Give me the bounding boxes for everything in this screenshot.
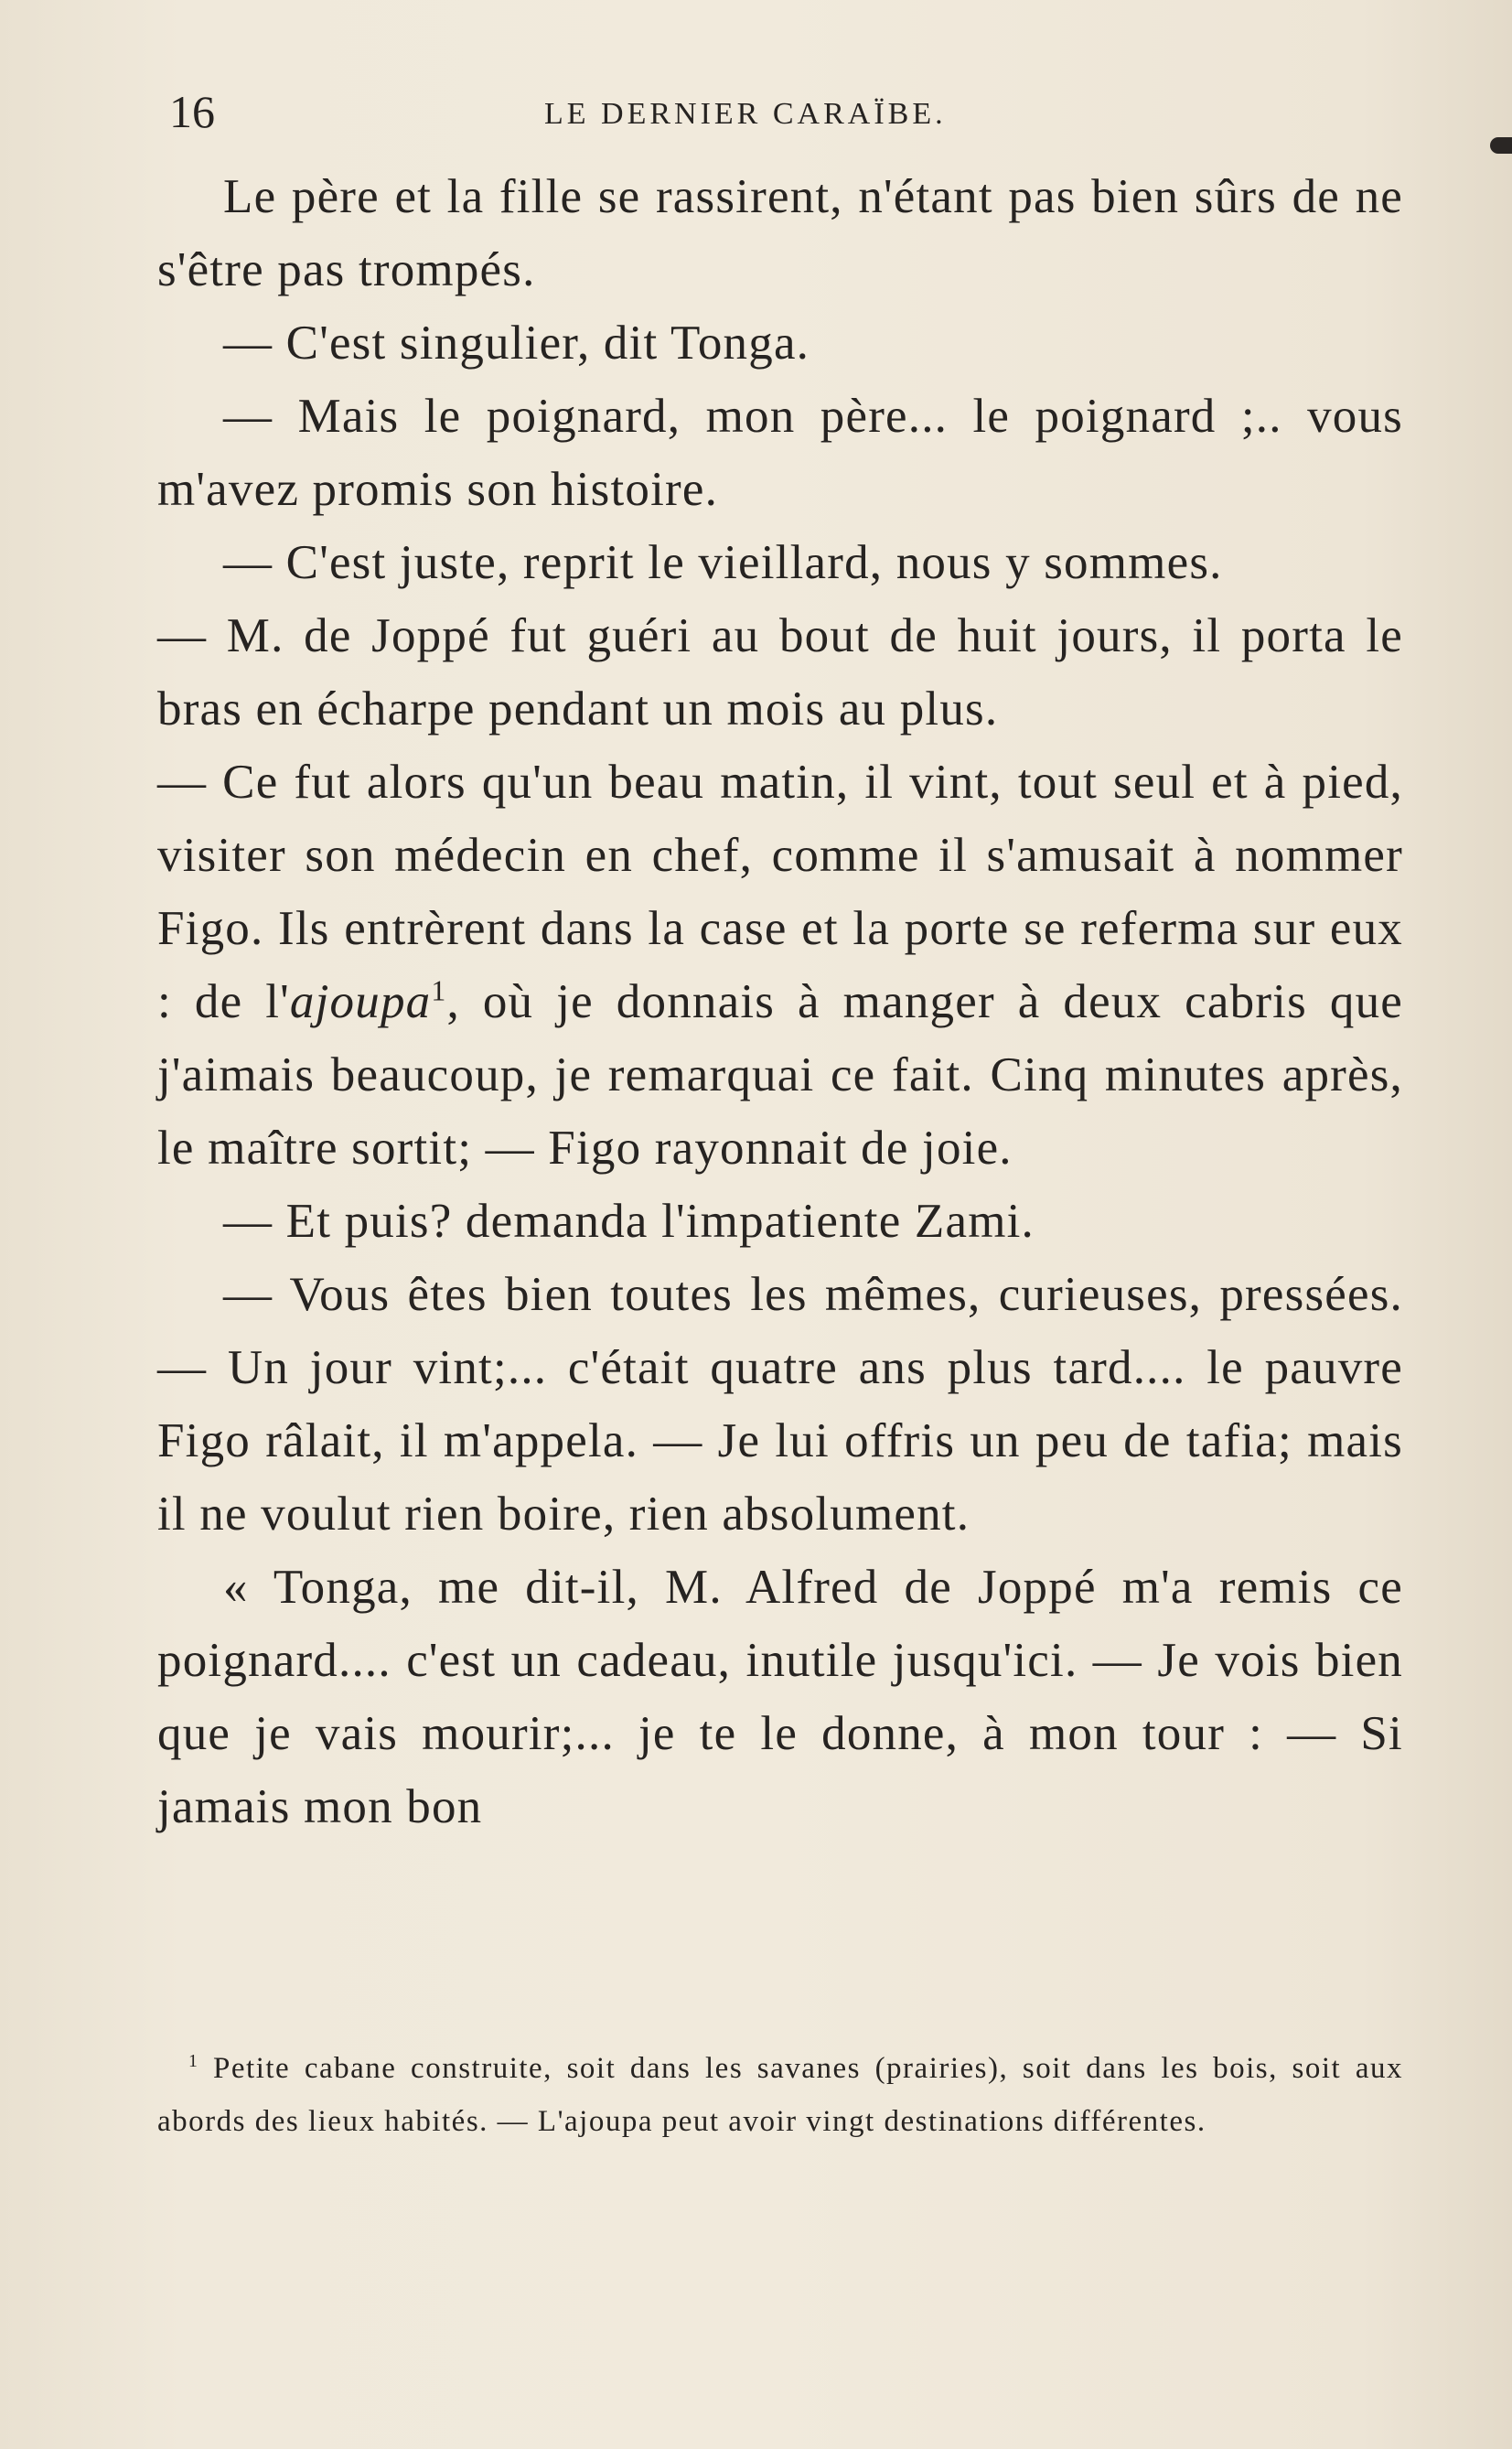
- paragraph: [157, 746, 1403, 1185]
- paragraph: — C'est juste, reprit le vieillard, nous y sommes.: [223, 536, 1223, 589]
- page-header: [169, 84, 1395, 139]
- footnote-marker: 1: [188, 2051, 199, 2071]
- main-text: [157, 160, 1403, 1843]
- italic-term: ajoupa: [289, 975, 432, 1028]
- footnote-reference: 1: [431, 974, 447, 1007]
- footnote-text: Petite cabane construite, soit dans les savanes (prairies), soit dans les bois, soit aux abords des lieux habités. — L'ajoupa peut avoir vingt destinations différentes.: [157, 2052, 1403, 2138]
- paragraph: — Vous êtes bien toutes les mêmes, curieuses, pressées. — Un jour vint;... c'était quatre ans plus tard.... le pauvre Figo râlait, il m'appela. — Je lui offris un peu de tafia; mais il ne voulut rien boire, rien absolument.: [157, 1268, 1403, 1541]
- paragraph: — M. de Joppé fut guéri au bout de huit jours, il porta le bras en écharpe pendant un mois au plus.: [157, 609, 1403, 736]
- paragraph: — Mais le poignard, mon père... le poignard ;.. vous m'avez promis son histoire.: [157, 390, 1403, 516]
- page-number: 16: [169, 86, 215, 137]
- paragraph-text: — Ce fut alors qu'un beau matin, il vint, tout seul et à pied, visiter son médecin en chef, comme il s'amusait à nommer Figo. Ils entrèrent dans la case et la porte se referma sur eux : de l': [157, 756, 1403, 1028]
- page-edge-mark: [1490, 137, 1512, 154]
- paragraph: « Tonga, me dit-il, M. Alfred de Joppé m'a remis ce poignard.... c'est un cadeau, inutile jusqu'ici. — Je vois bien que je vais mourir;... je te le donne, à mon tour : — Si jamais mon bon: [157, 1561, 1403, 1833]
- footnote-paragraph: [157, 2042, 1403, 2148]
- paragraph: Le père et la fille se rassirent, n'étant pas bien sûrs de ne s'être pas trompés.: [157, 170, 1403, 296]
- footnote: [157, 2042, 1403, 2148]
- paragraph: — C'est singulier, dit Tonga.: [223, 317, 810, 370]
- paragraph: — Et puis? demanda l'impatiente Zami.: [223, 1195, 1035, 1248]
- paragraph-text: , où je donnais à manger à deux cabris que j'aimais beaucoup, je remarquai ce fait. Cinq minutes après, le maître sortit; — Figo rayonnait de joie.: [157, 975, 1403, 1175]
- running-title: LE DERNIER CARAÏBE.: [544, 97, 947, 131]
